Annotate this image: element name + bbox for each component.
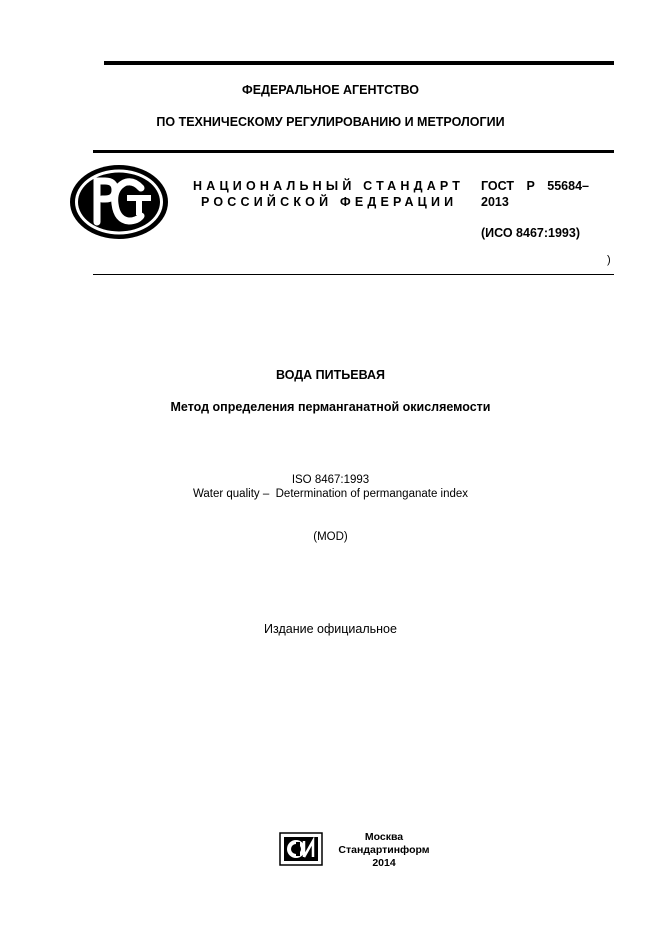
agency-line-1: ФЕДЕРАЛЬНОЕ АГЕНТСТВО [242,83,419,97]
national-standard-line-1: НАЦИОНАЛЬНЫЙ СТАНДАРТ [193,179,465,193]
standartinform-logo-icon [279,832,323,866]
english-title: Water quality – Determination of permanganate index [192,488,469,500]
gost-year: 2013 [481,195,509,209]
iso-reference: (ИСО 8467:1993) [481,226,580,240]
stray-parenthesis: ) [607,254,611,266]
edition-note: Издание официальное [264,622,397,636]
publisher-city: Москва [364,831,404,843]
document-title: ВОДА ПИТЬЕВАЯ [275,368,386,382]
thin-rule [93,274,614,275]
rst-logo-icon [69,164,169,240]
middle-rule [93,150,614,153]
agency-line-2: ПО ТЕХНИЧЕСКОМУ РЕГУЛИРОВАНИЮ И МЕТРОЛОГИИ [156,115,505,129]
gost-number: ГОСТ Р 55684– [481,179,589,193]
top-rule [104,61,614,65]
publisher-year: 2014 [372,857,396,869]
iso-number: ISO 8467:1993 [291,474,370,486]
publisher-name: Стандартинформ [338,844,430,856]
modification-note: (MOD) [313,531,348,543]
national-standard-line-2: РОССИЙСКОЙ ФЕДЕРАЦИИ [201,195,458,209]
document-subtitle: Метод определения перманганатной окисляемости [170,400,491,414]
